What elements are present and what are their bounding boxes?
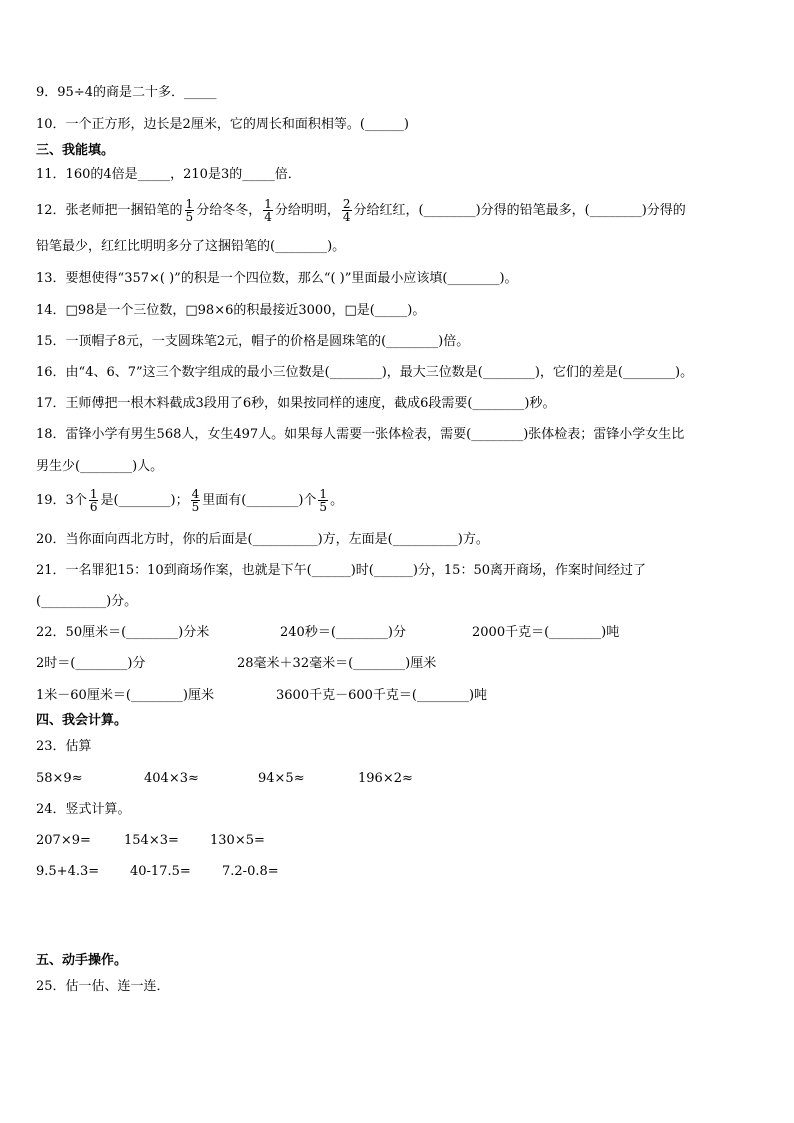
q19-text-1: 19．3个 [36, 493, 87, 508]
question-10: 10．一个正方形，边长是2厘米，它的周长和面积相等。(______) [36, 117, 409, 132]
question-21-line-2: (__________)分。 [36, 594, 138, 609]
question-15: 15．一顶帽子8元，一支圆珠笔2元，帽子的价格是圆珠笔的(________)倍。 [36, 334, 470, 349]
calc-item: 7.2-0.8= [222, 864, 279, 879]
q22-item: 240秒＝(________)分 [280, 625, 406, 640]
section-4-heading: 四、我会计算。 [36, 713, 128, 728]
q22-item: 2时＝(________)分 [36, 656, 146, 671]
q12-text-2: 分给冬冬， [196, 203, 262, 218]
q22-item: 1米－60厘米＝(________)厘米 [36, 688, 214, 703]
estimate-item: 94×5≈ [258, 771, 305, 786]
fraction: $\frac{1}{5}$ [185, 197, 194, 224]
q19-text-3: 里面有(________)个 [202, 493, 317, 508]
q12-text-3: 分给明明， [274, 203, 340, 218]
calc-item: 130×5= [210, 833, 265, 848]
question-20: 20．当你面向西北方时，你的后面是(__________)方，左面是(__________)方。 [36, 532, 489, 547]
question-12-line-2: 铅笔最少，红红比明明多分了这捆铅笔的(________)。 [36, 239, 346, 254]
question-18-line-2: 男生少(________)人。 [36, 459, 164, 474]
q22-item: 22．50厘米＝(________)分米 [36, 625, 210, 640]
question-11: 11．160的4倍是_____，210是3的_____倍． [36, 167, 301, 182]
q19-text-2: 是(________)； [100, 493, 189, 508]
question-12-line-1 [36, 197, 686, 225]
calc-item: 154×3= [124, 833, 179, 848]
calc-item: 40-17.5= [130, 864, 191, 879]
question-13: 13．要想使得“357×( )”的积是一个四位数，那么“( )”里面最小应该填(________)。 [36, 271, 518, 286]
calc-item: 9.5+4.3= [36, 864, 100, 879]
section-3-heading: 三、我能填。 [36, 143, 115, 158]
q22-item: 3600千克－600千克＝(________)吨 [276, 688, 488, 703]
q22-item: 28毫米＋32毫米＝(________)厘米 [237, 656, 437, 671]
estimate-item: 196×2≈ [358, 771, 413, 786]
question-14: 14．□98是一个三位数，□98×6的积最接近3000，□是(_____)。 [36, 303, 426, 318]
question-19 [36, 487, 343, 515]
question-21-line-1: 21．一名罪犯15：10到商场作案，也就是下午(______)时(______)分，15：50离开商场，作案时间经过了 [36, 563, 646, 578]
question-23-title: 23．估算 [36, 739, 92, 754]
fraction: $\frac{4}{5}$ [191, 487, 200, 514]
estimate-item: 404×3≈ [144, 771, 199, 786]
question-17: 17．王师傅把一根木料截成3段用了6秒，如果按同样的速度，截成6段需要(________)秒。 [36, 396, 556, 411]
q12-text-1: 12．张老师把一捆铅笔的 [36, 203, 183, 218]
estimate-item: 58×9≈ [36, 771, 83, 786]
q12-text-4: 分给红红，(________)分得的铅笔最多，(________)分得的 [353, 203, 686, 218]
question-16: 16．由“4、6、7”这三个数字组成的最小三位数是(________)，最大三位数是(________)，它们的差是(________)。 [36, 365, 694, 380]
question-18-line-1: 18．雷锋小学有男生568人，女生497人。如果每人需要一张体检表，需要(________)张体检表；雷锋小学女生比 [36, 427, 685, 442]
q22-item: 2000千克＝(________)吨 [472, 625, 620, 640]
fraction: $\frac{1}{6}$ [89, 487, 98, 514]
question-9: 9．95÷4的商是二十多．_____ [36, 85, 217, 100]
fraction: $\frac{1}{5}$ [319, 487, 328, 514]
fraction: $\frac{1}{4}$ [264, 197, 272, 224]
calc-item: 207×9= [36, 833, 91, 848]
question-25: 25．估一估、连一连． [36, 979, 170, 994]
fraction: $\frac{2}{4}$ [342, 197, 351, 224]
q19-text-4: 。 [330, 493, 344, 508]
section-5-heading: 五、动手操作。 [36, 953, 128, 968]
question-24-title: 24．竖式计算。 [36, 802, 131, 817]
